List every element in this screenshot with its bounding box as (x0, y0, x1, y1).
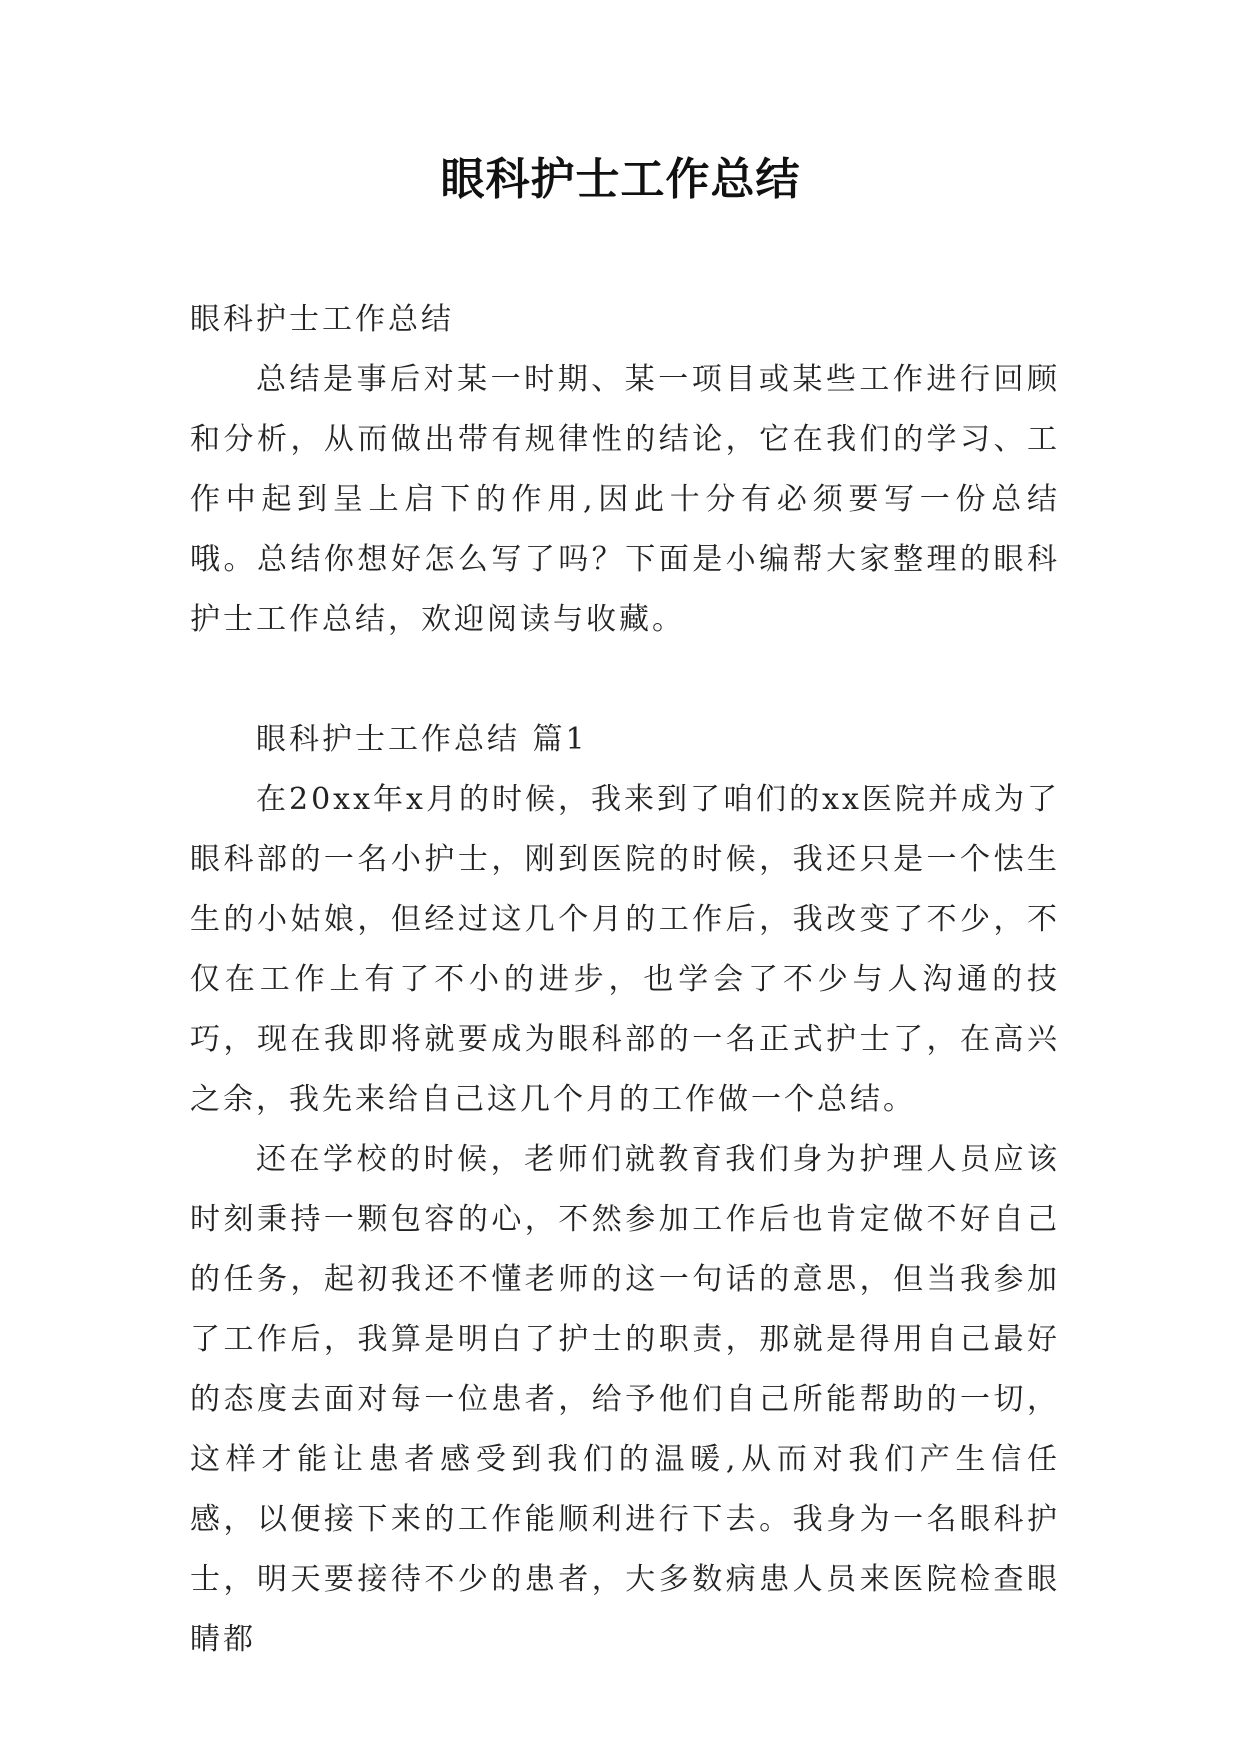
body-paragraph: 在20xx年x月的时候，我来到了咱们的xx医院并成为了眼科部的一名小护士，刚到医院的时候，我还只是一个怯生生的小姑娘，但经过这几个月的工作后，我改变了不少，不仅在工作上有了不小的进步，也学会了不少与人沟通的技巧，现在我即将就要成为眼科部的一名正式护士了，在高兴之余，我先来给自己这几个月的工作做一个总结。 (190, 782, 1060, 1117)
document-body (190, 290, 1060, 1670)
body-paragraph: 还在学校的时候，老师们就教育我们身为护理人员应该时刻秉持一颗包容的心，不然参加工作后也肯定做不好自己的任务，起初我还不懂老师的这一句话的意思，但当我参加了工作后，我算是明白了护士的职责，那就是得用自己最好的态度去面对每一位患者，给予他们自己所能帮助的一切，这样才能让患者感受到我们的温暖,从而对我们产生信任感，以便接下来的工作能顺利进行下去。我身为一名眼科护士，明天要接待不少的患者，大多数病患人员来医院检查眼睛都 (190, 1142, 1060, 1657)
document-title: 眼科护士工作总结 (440, 154, 801, 205)
intro-paragraph: 总结是事后对某一时期、某一项目或某些工作进行回顾和分析，从而做出带有规律性的结论，它在我们的学习、工作中起到呈上启下的作用,因此十分有必须要写一份总结哦。总结你想好怎么写了吗？下面是小编帮大家整理的眼科护士工作总结，欢迎阅读与收藏。 (190, 362, 1060, 637)
section-heading: 眼科护士工作总结 篇1 (256, 722, 588, 757)
document-subtitle: 眼科护士工作总结 (190, 302, 454, 337)
